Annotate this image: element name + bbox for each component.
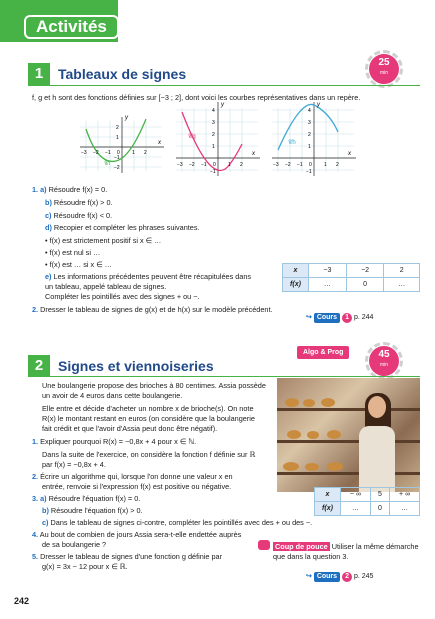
section1-intro: f, g et h sont des fonctions définies sur [−3 ; 2], dont voici les courbes représentatives dans un repère. <box>32 93 361 102</box>
question-number: 1. <box>32 437 39 446</box>
y-tick: 3 <box>308 120 311 126</box>
table-cell: 0 <box>346 278 384 292</box>
sub-label: a) <box>40 494 47 503</box>
sign-table-1 <box>282 263 420 292</box>
pastry <box>283 462 299 471</box>
y-axis-label: y <box>221 102 224 108</box>
paragraph-line: Une boulangerie propose des brioches à 80 centimes. Assia possède <box>42 381 266 390</box>
course-page: p. 244 <box>353 314 374 321</box>
sub-label: c) <box>45 211 52 220</box>
x-tick: 2 <box>336 162 339 168</box>
bakery-photo <box>277 378 420 492</box>
table-row-header: f(x) <box>315 502 341 516</box>
question-text: Résoudre l'équation f(x) = 0. <box>48 494 141 503</box>
bullet-item: • f(x) est … si x ∈ … <box>45 260 112 269</box>
question-2 <box>32 305 273 315</box>
table-row-header: x <box>315 488 341 502</box>
table-cell: − ∞ <box>341 488 371 502</box>
x-tick: 1 <box>132 150 135 156</box>
section-title-2: Signes et viennoiseries <box>58 358 214 374</box>
table-cell: −3 <box>309 264 347 278</box>
question-text: Au bout de combien de jours Assia sera-t-elle endettée auprès <box>39 530 242 539</box>
question-number: 2. <box>32 305 39 314</box>
paragraph-line: entrée, renvoie si l'expression f(x) est positive ou négative. <box>42 482 232 491</box>
sub-label: c) <box>42 518 49 527</box>
head <box>368 396 386 418</box>
algo-prog-badge: Algo & Prog <box>297 346 349 359</box>
y-tick: 4 <box>308 108 311 114</box>
page-title: Activités <box>24 15 119 39</box>
table-cell: … <box>384 278 420 292</box>
shelf <box>277 440 420 443</box>
pastry <box>307 431 319 439</box>
x-tick: 2 <box>144 150 147 156</box>
timer-badge-1 <box>369 54 399 84</box>
page-number: 242 <box>14 596 30 606</box>
paragraph-line: R(x) le montant restant en euros (on considère que la boulangerie <box>42 414 255 423</box>
graph-cf <box>80 113 170 177</box>
page-header <box>0 0 435 42</box>
bullet-item: • f(x) est strictement positif si x ∈ … <box>45 236 162 245</box>
paragraph-line: Elle entre et décide d'acheter un nombre x de brioche(s). On note <box>42 404 254 413</box>
arrow-icon: ↪ <box>306 573 312 580</box>
x-tick: 0 <box>213 162 216 168</box>
y-axis-label: y <box>125 115 128 121</box>
y-tick: 1 <box>308 144 311 150</box>
y-tick: 2 <box>212 132 215 138</box>
question-1e <box>45 272 251 282</box>
pastry <box>303 399 315 407</box>
paragraph-line: g(x) = 3x − 12 pour x ∈ ℝ. <box>42 562 128 571</box>
person <box>359 396 395 492</box>
course-link-1[interactable] <box>306 313 373 323</box>
question-1a <box>32 185 107 195</box>
section-rule-1 <box>28 85 420 86</box>
x-tick: −3 <box>273 162 279 168</box>
tip-label: Coup de pouce <box>275 542 328 551</box>
coat <box>359 426 395 492</box>
question-1c <box>45 211 112 221</box>
s2-question-3b <box>42 506 143 516</box>
question-number: 1. <box>32 185 39 194</box>
pastry <box>287 430 301 439</box>
pastry <box>305 463 319 471</box>
shelf <box>277 408 420 411</box>
y-axis-label: y <box>317 102 320 108</box>
pastry <box>327 430 341 439</box>
sub-label: b) <box>45 198 52 207</box>
tip-text: Utiliser la même démarche <box>331 542 419 551</box>
graph-ch <box>272 100 360 178</box>
x-tick: −2 <box>93 150 99 156</box>
question-number: 5. <box>32 552 39 561</box>
s2-question-4 <box>32 530 241 540</box>
course-tag: Cours <box>314 572 340 582</box>
y-tick: −1 <box>114 155 120 161</box>
question-1b <box>45 198 113 208</box>
table-cell: −2 <box>346 264 384 278</box>
paragraph-line: de sa boulangerie ? <box>42 540 107 549</box>
paragraph-line: un avoir de 4 euros dans cette boulangerie. <box>42 391 183 400</box>
timer-unit: min <box>379 70 389 76</box>
table-cell: … <box>390 502 420 516</box>
section-number-1: 1 <box>28 63 50 85</box>
course-number: 2 <box>342 572 352 582</box>
course-page: p. 245 <box>353 573 374 580</box>
timer-badge-2 <box>369 346 399 376</box>
question-1d <box>45 223 200 233</box>
tip-box <box>273 542 419 552</box>
course-number: 1 <box>342 313 352 323</box>
x-tick: 2 <box>240 162 243 168</box>
question-1e-line: Compléter les pointillés avec des signes + ou −. <box>45 292 200 301</box>
s2-question-3c <box>42 518 312 528</box>
paragraph-line: Dans la suite de l'exercice, on considère la fonction f définie sur ℝ <box>42 450 256 459</box>
table-cell: 5 <box>370 488 389 502</box>
question-text: Les informations précédentes peuvent être récapitulées dans <box>53 272 252 281</box>
section-rule-2 <box>28 376 420 377</box>
pastry <box>321 398 335 407</box>
x-tick: −1 <box>105 150 111 156</box>
question-number: 3. <box>32 494 39 503</box>
y-tick: 1 <box>212 144 215 150</box>
y-tick: −2 <box>114 165 120 171</box>
question-number: 4. <box>32 530 39 539</box>
y-tick: 4 <box>212 108 215 114</box>
y-tick: 3 <box>212 120 215 126</box>
x-tick: 0 <box>309 162 312 168</box>
x-tick: 1 <box>228 162 231 168</box>
question-text: Dresser le tableau de signes d'une fonction g définie par <box>40 552 223 561</box>
shelf <box>277 472 420 475</box>
y-tick: 1 <box>116 135 119 141</box>
curve-label-cg: 𝒞g <box>188 134 196 140</box>
arrow-icon: ↪ <box>306 314 312 321</box>
timer-value: 25 <box>378 57 390 68</box>
section-number-2: 2 <box>28 355 50 377</box>
sub-label: d) <box>45 223 52 232</box>
tip-text-line: que dans la question 3. <box>273 552 349 561</box>
course-tag: Cours <box>314 313 340 323</box>
question-text: Dresser le tableau de signes de g(x) et de h(x) sur le modèle précédent. <box>40 305 273 314</box>
table-cell: … <box>341 502 371 516</box>
question-text: Expliquer pourquoi R(x) = −0,8x + 4 pour x ∈ ℕ. <box>40 437 197 446</box>
section-title-1: Tableaux de signes <box>58 66 187 82</box>
y-tick: −1 <box>306 169 312 175</box>
table-cell: 2 <box>384 264 420 278</box>
table-row-header: x <box>283 264 309 278</box>
x-tick: −3 <box>81 150 87 156</box>
x-tick: 1 <box>324 162 327 168</box>
y-tick: 2 <box>308 132 311 138</box>
question-text: Résoudre f(x) < 0. <box>53 211 113 220</box>
x-tick: −2 <box>189 162 195 168</box>
question-text: Résoudre l'équation f(x) > 0. <box>50 506 143 515</box>
table-cell: … <box>309 278 347 292</box>
bullet-item: • f(x) est nul si … <box>45 248 101 257</box>
curve-label-ch: 𝒞h <box>288 140 296 146</box>
x-tick: −1 <box>297 162 303 168</box>
timer-unit: min <box>379 362 389 368</box>
y-tick: 2 <box>116 125 119 131</box>
question-text: Résoudre f(x) = 0. <box>48 185 108 194</box>
question-text: Résoudre f(x) > 0. <box>53 198 113 207</box>
s2-question-2 <box>32 472 233 482</box>
question-text: Écrire un algorithme qui, lorsque l'on donne une valeur x en <box>40 472 233 481</box>
s2-question-1 <box>32 437 196 447</box>
x-tick: −1 <box>201 162 207 168</box>
s2-question-5 <box>32 552 222 562</box>
x-tick: −2 <box>285 162 291 168</box>
question-1e-line: un tableau, appelé tableau de signes. <box>45 282 167 291</box>
thumbs-up-icon <box>258 540 270 550</box>
timer-value: 45 <box>378 349 390 360</box>
x-axis-label: x <box>252 151 255 157</box>
x-tick: −3 <box>177 162 183 168</box>
x-axis-label: x <box>158 140 161 146</box>
paragraph-line: par f(x) = −0,8x + 4. <box>42 460 106 469</box>
course-link-2[interactable] <box>306 572 373 582</box>
paragraph-line: fait crédit et que l'avoir d'Assia peut donc être négatif). <box>42 424 218 433</box>
table-cell: + ∞ <box>390 488 420 502</box>
table-cell: 0 <box>370 502 389 516</box>
x-axis-label: x <box>348 151 351 157</box>
graph-cg <box>176 100 264 178</box>
x-tick: 0 <box>117 150 120 156</box>
question-text: Dans le tableau de signes ci-contre, compléter les pointillés avec des + ou des −. <box>50 518 313 527</box>
question-text: Recopier et compléter les phrases suivantes. <box>53 223 200 232</box>
curve-label-cf: 𝒞f <box>104 161 111 167</box>
table-row-header: f(x) <box>283 278 309 292</box>
sign-table-2 <box>314 487 420 516</box>
sub-label: a) <box>40 185 47 194</box>
sub-label: e) <box>45 272 52 281</box>
sub-label: b) <box>42 506 49 515</box>
pastry <box>327 462 343 471</box>
y-tick: −1 <box>210 169 216 175</box>
pastry <box>285 398 299 407</box>
question-number: 2. <box>32 472 39 481</box>
s2-question-3a <box>32 494 140 504</box>
